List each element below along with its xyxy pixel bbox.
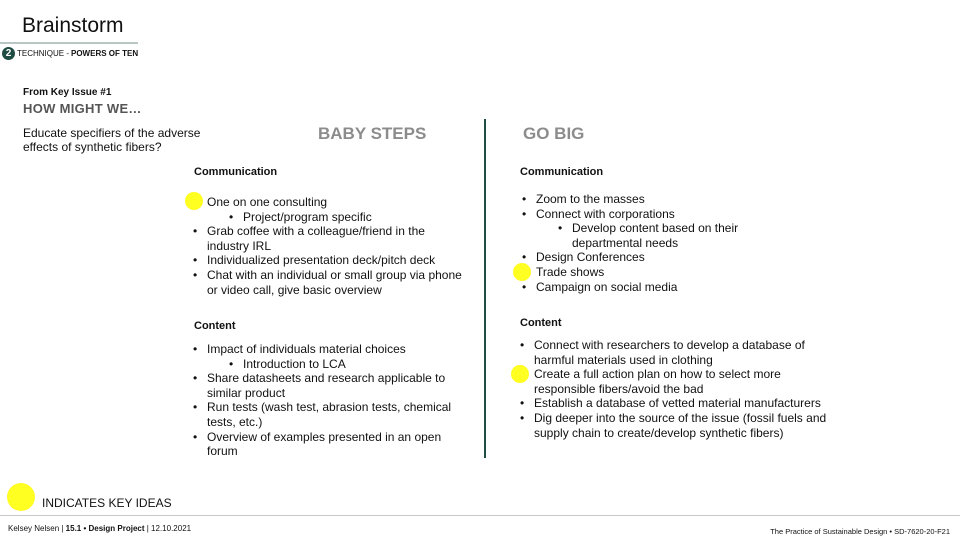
footer-left: Kelsey Nelsen | 15.1 • Design Project | 12.10.2021: [8, 524, 192, 533]
go-big-communication-heading: Communication: [520, 166, 604, 178]
key-idea-marker: [185, 192, 203, 210]
go-big-content-list: [520, 338, 840, 440]
key-idea-legend-dot: [7, 483, 35, 511]
list-item: • Connect with corporations: [522, 207, 772, 222]
list-item: • Develop content based on their departmental needs: [522, 221, 772, 250]
title-underline: [0, 42, 138, 44]
list-item: • Grab coffee with a colleague/friend in the industry IRL: [193, 224, 468, 253]
technique-number-badge: 2: [2, 47, 15, 60]
list-item: • Campaign on social media: [522, 280, 772, 295]
list-item: • Trade shows: [522, 265, 772, 280]
footer-date: 12.10.2021: [151, 524, 192, 533]
baby-steps-content-list: [193, 342, 468, 459]
list-item: • Run tests (wash test, abrasion tests, chemical tests, etc.): [193, 400, 468, 429]
list-item: • Design Conferences: [522, 250, 772, 265]
baby-steps-communication-list: [193, 195, 468, 297]
footer-author: Kelsey Nelsen: [8, 524, 60, 533]
go-big-communication-list: [522, 192, 772, 294]
list-item: • Overview of examples presented in an open forum: [193, 430, 468, 459]
list-item: • Introduction to LCA: [193, 357, 468, 372]
key-idea-marker: [513, 263, 531, 281]
technique-label: [2, 47, 138, 60]
key-idea-marker: [511, 365, 529, 383]
footer-right: The Practice of Sustainable Design • SD-7620-20-F21: [770, 527, 950, 536]
list-item: • One on one consulting: [193, 195, 468, 210]
list-item: • Chat with an individual or small group via phone or video call, give basic overview: [193, 268, 468, 297]
footer-course: 15.1 • Design Project: [65, 524, 145, 533]
baby-steps-content-heading: Content: [194, 320, 236, 332]
baby-steps-communication-heading: Communication: [194, 166, 278, 178]
list-item: • Project/program specific: [193, 210, 468, 225]
footer-divider: [0, 515, 960, 516]
list-item: • Individualized presentation deck/pitch deck: [193, 253, 468, 268]
technique-name: POWERS OF TEN: [71, 49, 139, 58]
hmw-question: Educate specifiers of the adverse effects of synthetic fibers?: [23, 126, 201, 154]
list-item: • Impact of individuals material choices: [193, 342, 468, 357]
key-issue-label: From Key Issue #1: [23, 87, 112, 98]
list-item: • Share datasheets and research applicable to similar product: [193, 371, 468, 400]
go-big-content-heading: Content: [520, 317, 562, 329]
key-idea-legend-text: INDICATES KEY IDEAS: [42, 496, 172, 510]
page-title: Brainstorm: [22, 14, 124, 37]
list-item: • Establish a database of vetted material manufacturers: [520, 396, 840, 411]
go-big-heading: GO BIG: [523, 124, 585, 143]
how-might-we-heading: HOW MIGHT WE…: [23, 101, 142, 116]
baby-steps-heading: BABY STEPS: [318, 124, 427, 143]
column-divider: [484, 119, 486, 458]
list-item: • Connect with researchers to develop a database of harmful materials used in clothing: [520, 338, 840, 367]
list-item: • Dig deeper into the source of the issue (fossil fuels and supply chain to create/develop synthetic fibers): [520, 411, 840, 440]
list-item: • Zoom to the masses: [522, 192, 772, 207]
list-item: • Create a full action plan on how to select more responsible fibers/avoid the bad: [520, 367, 840, 396]
technique-prefix: TECHNIQUE -: [17, 49, 69, 58]
